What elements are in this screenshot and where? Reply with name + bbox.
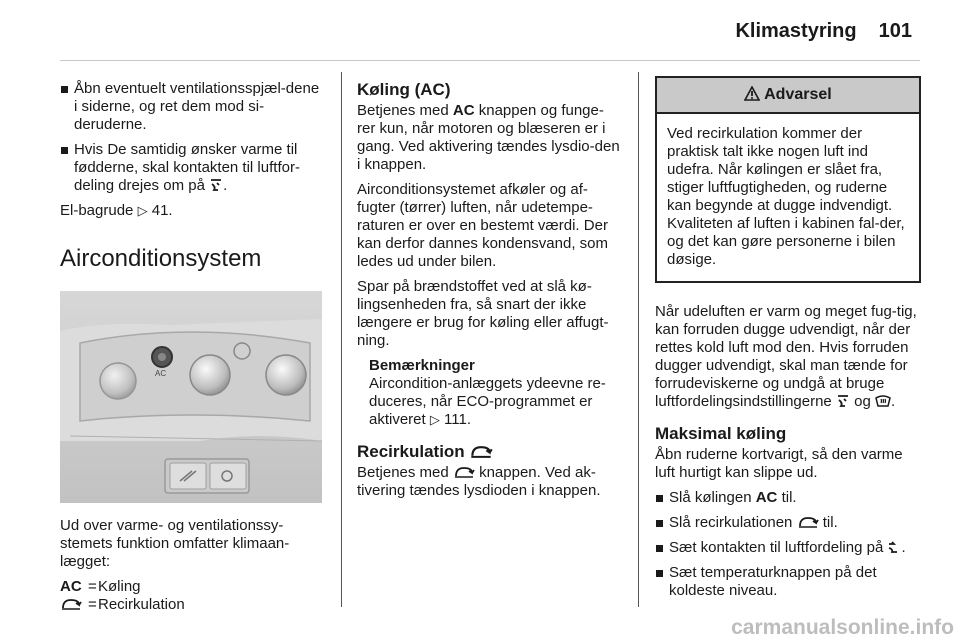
airflow-windscreen-feet-icon xyxy=(836,394,850,408)
heading-cooling: Køling (AC) xyxy=(357,80,451,99)
column-1 xyxy=(60,80,322,614)
page-ref-link[interactable]: 41. xyxy=(151,202,173,219)
heading-max-cooling: Maksimal køling xyxy=(655,424,787,443)
bullet-vents: Åbn eventuelt ventilationsspjæl-dene i siderne, og ret dem mod si-deruderne. xyxy=(60,80,322,134)
heading-recirculation: Recirkulation xyxy=(357,442,622,462)
page-title: Klimastyring xyxy=(735,20,857,42)
note-box: Bemærkninger Aircondition-anlæggets ydeevne re-duceres, når ECO-programmet er aktiveret ▷ 111. xyxy=(357,357,622,429)
definition-list xyxy=(60,578,322,614)
column-3 xyxy=(655,76,921,607)
watermark: carmanualsonline.info xyxy=(731,616,954,639)
recirculation-icon xyxy=(453,466,475,479)
rear-defrost-ref: El-bagrude ▷ 41. xyxy=(60,202,173,219)
page-number: 101 xyxy=(878,20,912,42)
bullet-cooling-on: Slå kølingen AC til. xyxy=(655,489,921,507)
header-rule xyxy=(60,60,920,61)
cooling-paragraph-2: Airconditionsystemet afkøler og af-fugter (tørrer) luften, når udetempe-raturen er over en bestemt værdi. Der kan derfor dannes kondensvand, som ledes ud under bilen. xyxy=(357,181,608,270)
recirculation-icon xyxy=(797,516,819,529)
cooling-paragraph-3: Spar på brændstoffet ved at slå kø-lingsenheden fra, så snart der ikke længere er brug for køling eller affugt-ning. xyxy=(357,278,609,349)
definition-recirculation: = Recirkulation xyxy=(60,596,322,614)
max-cooling-paragraph: Åbn ruderne kortvarigt, så den varme luft hurtigt kan slippe ud. xyxy=(655,446,903,481)
photo-ac-label: AC xyxy=(155,369,167,378)
ac-control-panel-photo xyxy=(60,291,322,503)
page-ref-icon: ▷ xyxy=(429,412,440,427)
cooling-paragraph-1: Betjenes med AC knappen og funge-rer kun, når motoren og blæseren er i gang. Ved aktivering tændes lysdio-den i knappen. xyxy=(357,102,620,173)
bullet-recirculation-on: Slå recirkulationen til. xyxy=(655,514,921,532)
definition-ac: AC = Køling xyxy=(60,578,141,595)
airflow-upper-body-icon xyxy=(887,540,901,554)
column-2 xyxy=(357,80,622,507)
humidity-paragraph: Når udeluften er varm og meget fug-tig, kan forruden dugge udvendigt, når der rettes kold luft mod den. Hvis forruden dugger udvendigt, skal man tænde for forrudeviskerne og undgå at bruge luftfordelingsindstillingerne og . xyxy=(655,303,917,410)
page-ref-link[interactable]: 111. xyxy=(444,411,472,428)
warning-triangle-icon xyxy=(744,86,760,101)
warning-header: Advarsel xyxy=(657,78,919,114)
recirculation-icon xyxy=(60,598,82,611)
note-title: Bemærkninger xyxy=(369,357,475,374)
warning-text: Ved recirkulation kommer der praktisk talt ikke nogen luft ind udefra. Når kølingen er slået fra, stiger luftfugtigheden, og ruderne kan begynde at dugge indvendigt. Kvaliteten af luften i kabinen fal-der, og det kan gøre personerne i bilen døsige. xyxy=(667,125,905,268)
column-divider-1 xyxy=(341,72,342,607)
recirculation-paragraph: Betjenes med knappen. Ved ak-tivering tændes lysdioden i knappen. xyxy=(357,464,601,499)
windscreen-defrost-icon xyxy=(875,394,891,408)
section-heading: Airconditionsystem xyxy=(60,245,262,272)
column-divider-2 xyxy=(638,72,639,607)
airflow-windscreen-feet-icon xyxy=(209,178,223,192)
bullet-airflow: Sæt kontakten til luftfordeling på . xyxy=(655,539,921,557)
recirculation-icon xyxy=(469,445,493,459)
warning-box xyxy=(655,76,921,283)
bullet-temperature: Sæt temperaturknappen på det koldeste niveau. xyxy=(655,564,921,600)
bullet-feet: Hvis De samtidig ønsker varme til fødderne, skal kontakten til luftfor-deling drejes om på . xyxy=(60,141,322,195)
page-ref-icon: ▷ xyxy=(137,203,148,218)
intro-text: Ud over varme- og ventilationssy-stemets funktion omfatter klimaan-lægget: xyxy=(60,517,290,570)
page-header xyxy=(735,20,912,43)
